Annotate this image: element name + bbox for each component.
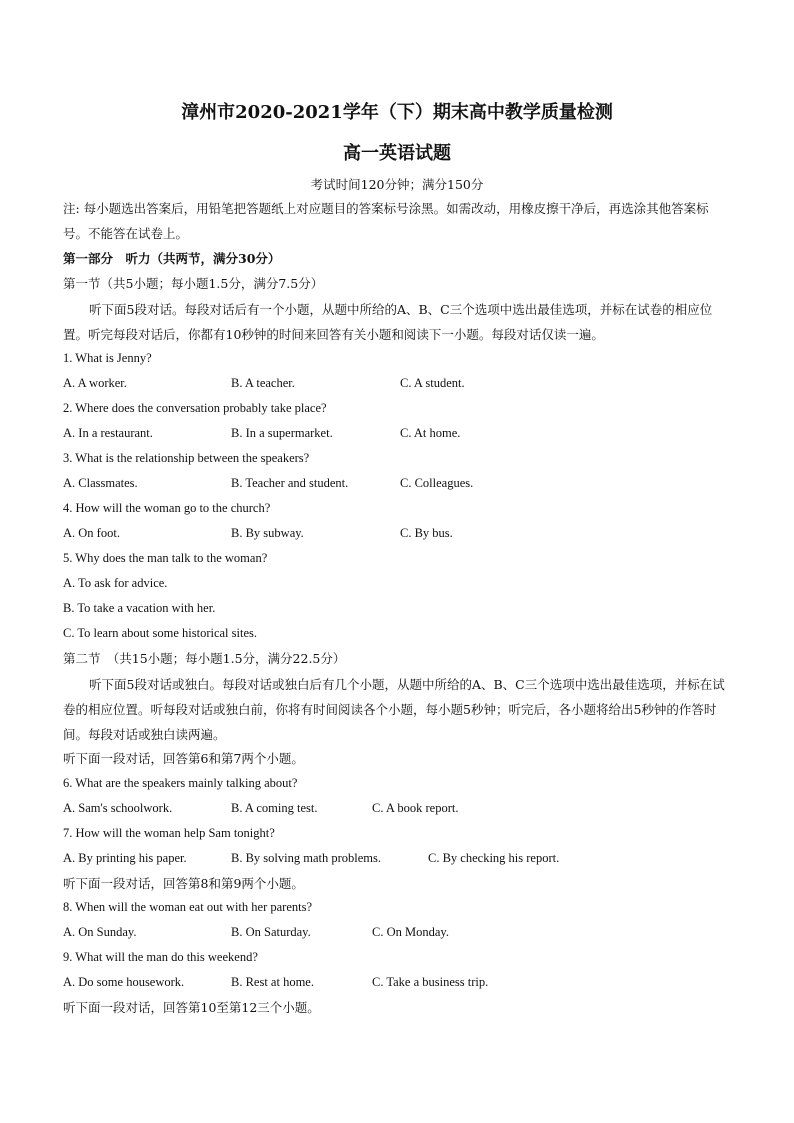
listening-lead-1: 听下面一段对话，回答第6和第7两个小题。 bbox=[63, 751, 304, 766]
question-8: 8. When will the woman eat out with her parents? bbox=[63, 900, 313, 914]
notice-text: 注: 每小题选出答案后，用铅笔把答题纸上对应题目的答案标号涂黑。如需改动，用橡皮擦干净后，再选涂其他答案标号。不能答在试卷上。 bbox=[63, 201, 709, 241]
option-c: C. A book report. bbox=[372, 801, 459, 815]
question-4: 4. How will the woman go to the church? bbox=[63, 501, 271, 515]
listening-lead-2: 听下面一段对话，回答第8和第9两个小题。 bbox=[63, 876, 304, 891]
section2-instructions: 听下面5段对话或独白。每段对话或独白后有几个小题，从题中所给的A、B、C三个选项中选出最佳选项，并标在试卷的相应位置。听每段对话或独白前，你将有时间阅读各个小题，每小题5秒钟；听完后，各小题将给出5秒钟的作答时间。每段对话或独白读两遍。 bbox=[63, 677, 725, 742]
option-a: A. On Sunday. bbox=[63, 925, 137, 939]
option-b: B. A coming test. bbox=[231, 801, 318, 815]
question-5: 5. Why does the man talk to the woman? bbox=[63, 551, 268, 565]
option-b: B. By subway. bbox=[231, 526, 304, 540]
option-a: A. A worker. bbox=[63, 376, 127, 390]
section1-instructions: 听下面5段对话。每段对话后有一个小题，从题中所给的A、B、C三个选项中选出最佳选项，并标在试卷的相应位置。听完每段对话后，你都有10秒钟的时间来回答有关小题和阅读下一小题。每段对话仅读一遍。 bbox=[63, 302, 713, 342]
question-7: 7. How will the woman help Sam tonight? bbox=[63, 826, 275, 840]
question-2: 2. Where does the conversation probably take place? bbox=[63, 401, 327, 415]
question-9: 9. What will the man do this weekend? bbox=[63, 950, 258, 964]
exam-subtitle: 高一英语试题 bbox=[343, 143, 451, 164]
question-5-option-a: A. To ask for advice. bbox=[63, 576, 168, 590]
option-b: B. In a supermarket. bbox=[231, 426, 333, 440]
option-c: C. At home. bbox=[400, 426, 461, 440]
exam-title: 漳州市2020-2021学年（下）期末高中教学质量检测 bbox=[181, 102, 613, 123]
question-5-option-b: B. To take a vacation with her. bbox=[63, 601, 216, 615]
part1-heading: 第一部分 听力（共两节，满分30分） bbox=[63, 251, 281, 266]
option-b: B. Rest at home. bbox=[231, 975, 314, 989]
option-a: A. By printing his paper. bbox=[63, 851, 187, 865]
option-c: C. On Monday. bbox=[372, 925, 449, 939]
option-c: C. Take a business trip. bbox=[372, 975, 489, 989]
option-c: C. By bus. bbox=[400, 526, 453, 540]
section1-heading: 第一节（共5小题；每小题1.5分，满分7.5分） bbox=[63, 276, 324, 291]
question-5-option-c: C. To learn about some historical sites. bbox=[63, 626, 258, 640]
option-b: B. Teacher and student. bbox=[231, 476, 349, 490]
option-a: A. In a restaurant. bbox=[63, 426, 153, 440]
question-3: 3. What is the relationship between the speakers? bbox=[63, 451, 310, 465]
listening-lead-3: 听下面一段对话，回答第10至第12三个小题。 bbox=[63, 1000, 320, 1015]
question-1: 1. What is Jenny? bbox=[63, 351, 152, 365]
option-b: B. A teacher. bbox=[231, 376, 295, 390]
question-6: 6. What are the speakers mainly talking about? bbox=[63, 776, 298, 790]
option-c: C. Colleagues. bbox=[400, 476, 474, 490]
section2-heading: 第二节 （共15小题；每小题1.5分，满分22.5分） bbox=[63, 651, 346, 666]
option-b: B. By solving math problems. bbox=[231, 851, 381, 865]
exam-meta: 考试时间120分钟；满分150分 bbox=[310, 177, 484, 192]
option-a: A. Sam's schoolwork. bbox=[63, 801, 173, 815]
option-c: C. By checking his report. bbox=[428, 851, 560, 865]
option-a: A. Classmates. bbox=[63, 476, 138, 490]
option-a: A. On foot. bbox=[63, 526, 120, 540]
option-a: A. Do some housework. bbox=[63, 975, 185, 989]
option-b: B. On Saturday. bbox=[231, 925, 311, 939]
option-c: C. A student. bbox=[400, 376, 465, 390]
